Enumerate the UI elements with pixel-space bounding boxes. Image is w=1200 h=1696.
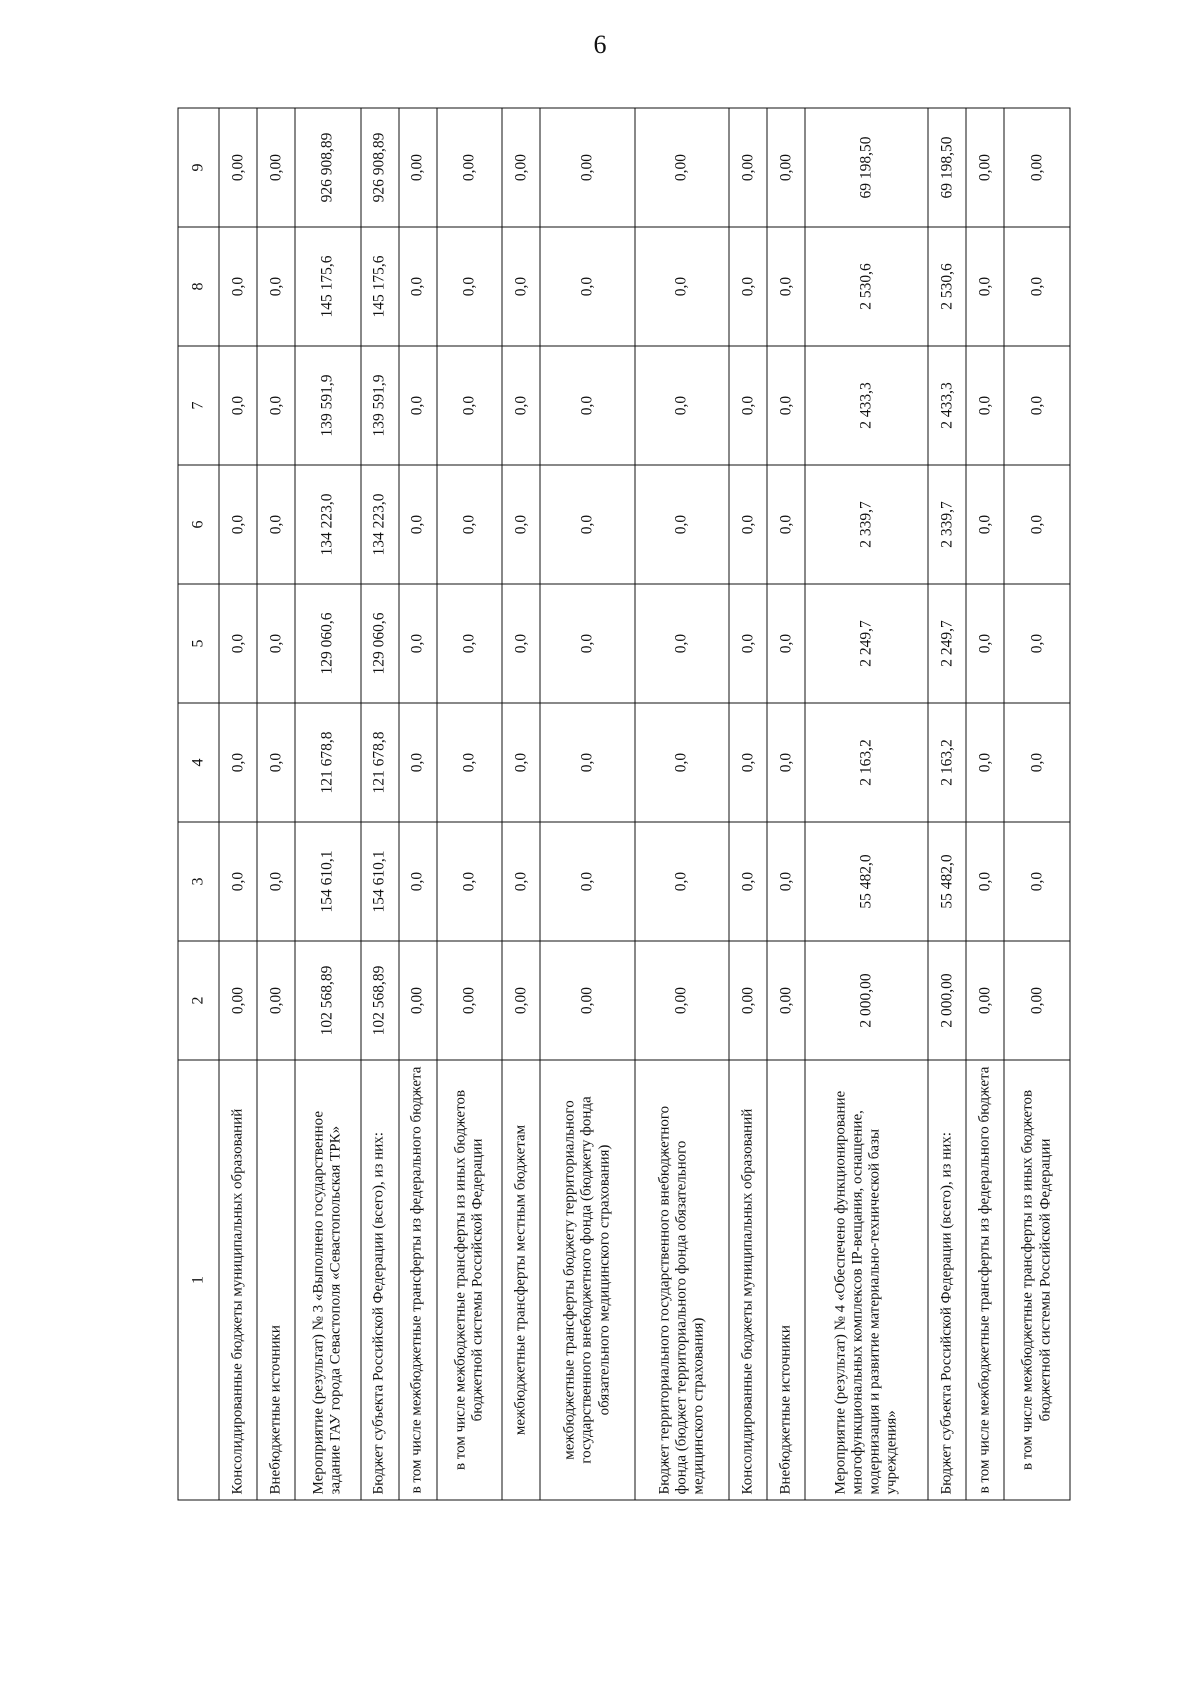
cell-value: 0,0 [1004,822,1070,941]
row-label: межбюджетные трансферты местным бюджетам [502,1060,540,1500]
cell-value: 0,00 [767,108,805,227]
cell-value: 129 060,6 [360,584,398,703]
cell-value: 121 678,8 [294,703,360,822]
cell-value: 0,00 [540,941,634,1060]
cell-value: 55 482,0 [805,822,928,941]
cell-value: 2 530,6 [805,227,928,346]
row-label: Внебюджетные источники [256,1060,294,1500]
cell-value: 0,0 [729,227,767,346]
cell-value: 0,0 [540,346,634,465]
cell-value: 0,0 [436,227,502,346]
budget-table [177,107,1070,1500]
cell-value: 0,0 [767,703,805,822]
cell-value: 0,0 [398,584,436,703]
table-row [767,108,805,1500]
column-header-1: 1 [178,1060,219,1500]
cell-value: 0,0 [729,822,767,941]
cell-value: 0,00 [767,941,805,1060]
table-row [256,108,294,1500]
cell-value: 0,0 [436,822,502,941]
cell-value: 0,0 [1004,584,1070,703]
cell-value: 0,0 [767,822,805,941]
cell-value: 0,0 [502,227,540,346]
cell-value: 2 000,00 [928,941,966,1060]
table-body [219,108,1070,1500]
cell-value: 134 223,0 [360,465,398,584]
cell-value: 0,0 [767,227,805,346]
cell-value: 69 198,50 [928,108,966,227]
cell-value: 0,0 [219,465,257,584]
cell-value: 0,0 [729,346,767,465]
cell-value: 0,0 [436,465,502,584]
cell-value: 2 433,3 [805,346,928,465]
cell-value: 0,0 [540,822,634,941]
row-label: в том числе межбюджетные трансферты из федерального бюджета [966,1060,1004,1500]
cell-value: 102 568,89 [294,941,360,1060]
cell-value: 0,0 [502,465,540,584]
row-label: Бюджет субъекта Российской Федерации (всего), из них: [360,1060,398,1500]
cell-value: 0,0 [436,584,502,703]
table-row [729,108,767,1500]
cell-value: 154 610,1 [360,822,398,941]
cell-value: 0,0 [398,227,436,346]
table-row [540,108,634,1500]
cell-value: 2 163,2 [805,703,928,822]
cell-value: 0,0 [634,465,728,584]
cell-value: 0,0 [436,346,502,465]
cell-value: 0,0 [398,465,436,584]
row-label: межбюджетные трансферты бюджету территориального государственного внебюджетного фонда (бюджету фонда обязательного медицинского страхования) [540,1060,634,1500]
cell-value: 0,0 [256,703,294,822]
cell-value: 0,00 [502,108,540,227]
cell-value: 129 060,6 [294,584,360,703]
column-header-4: 4 [178,703,219,822]
cell-value: 0,0 [256,227,294,346]
row-label: в том числе межбюджетные трансферты из иных бюджетов бюджетной системы Российской Федерации [436,1060,502,1500]
cell-value: 2 249,7 [805,584,928,703]
table-row [360,108,398,1500]
cell-value: 0,00 [966,941,1004,1060]
cell-value: 0,0 [729,465,767,584]
cell-value: 145 175,6 [294,227,360,346]
column-header-9: 9 [178,108,219,227]
cell-value: 0,0 [966,703,1004,822]
cell-value: 2 339,7 [928,465,966,584]
cell-value: 2 000,00 [805,941,928,1060]
table-row [398,108,436,1500]
cell-value: 0,0 [767,346,805,465]
cell-value: 0,00 [729,108,767,227]
cell-value: 0,00 [1004,108,1070,227]
row-label: Бюджет субъекта Российской Федерации (всего), из них: [928,1060,966,1500]
cell-value: 0,0 [729,703,767,822]
cell-value: 2 339,7 [805,465,928,584]
cell-value: 2 433,3 [928,346,966,465]
cell-value: 2 249,7 [928,584,966,703]
header-row [178,108,219,1500]
cell-value: 0,0 [966,465,1004,584]
cell-value: 0,0 [219,822,257,941]
row-label: Бюджет территориального государственного внебюджетного фонда (бюджет территориального фонда обязательного медицинского страхования) [634,1060,728,1500]
cell-value: 0,0 [966,346,1004,465]
cell-value: 2 530,6 [928,227,966,346]
cell-value: 0,00 [256,941,294,1060]
column-header-8: 8 [178,227,219,346]
cell-value: 0,0 [256,465,294,584]
cell-value: 0,00 [1004,941,1070,1060]
cell-value: 55 482,0 [928,822,966,941]
cell-value: 69 198,50 [805,108,928,227]
cell-value: 0,0 [219,346,257,465]
cell-value: 0,00 [634,108,728,227]
row-label: Мероприятие (результат) № 4 «Обеспечено функционирование многофункциональных комплексов IP-вещания, оснащение, модернизация и развитие материально-технической базы учреждения» [805,1060,928,1500]
cell-value: 0,0 [634,584,728,703]
cell-value: 0,0 [398,822,436,941]
cell-value: 0,0 [966,584,1004,703]
cell-value: 2 163,2 [928,703,966,822]
cell-value: 0,00 [219,941,257,1060]
column-header-7: 7 [178,346,219,465]
page-number: 6 [593,30,607,59]
cell-value: 0,0 [634,822,728,941]
cell-value: 0,0 [634,346,728,465]
cell-value: 0,0 [502,584,540,703]
table-row [966,108,1004,1500]
cell-value: 0,00 [219,108,257,227]
cell-value: 0,0 [398,703,436,822]
cell-value: 0,0 [540,584,634,703]
cell-value: 0,0 [219,227,257,346]
cell-value: 926 908,89 [294,108,360,227]
cell-value: 0,00 [398,108,436,227]
cell-value: 121 678,8 [360,703,398,822]
budget-table-rotated [177,108,1070,1500]
row-label: в том числе межбюджетные трансферты из иных бюджетов бюджетной системы Российской Федерации [1004,1060,1070,1500]
cell-value: 0,0 [436,703,502,822]
cell-value: 0,0 [767,584,805,703]
cell-value: 0,00 [729,941,767,1060]
cell-value: 0,00 [540,108,634,227]
cell-value: 0,0 [398,346,436,465]
cell-value: 0,00 [436,941,502,1060]
cell-value: 102 568,89 [360,941,398,1060]
cell-value: 0,0 [1004,227,1070,346]
cell-value: 0,0 [729,584,767,703]
cell-value: 0,0 [634,227,728,346]
cell-value: 0,0 [1004,346,1070,465]
cell-value: 0,0 [540,227,634,346]
cell-value: 0,0 [634,703,728,822]
column-header-2: 2 [178,941,219,1060]
cell-value: 0,0 [502,822,540,941]
cell-value: 0,0 [1004,703,1070,822]
table-row [436,108,502,1500]
cell-value: 0,0 [256,584,294,703]
cell-value: 0,0 [540,703,634,822]
row-label: в том числе межбюджетные трансферты из федерального бюджета [398,1060,436,1500]
cell-value: 0,0 [219,703,257,822]
row-label: Консолидированные бюджеты муниципальных образований [729,1060,767,1500]
cell-value: 0,00 [256,108,294,227]
table-row [502,108,540,1500]
cell-value: 0,0 [966,227,1004,346]
column-header-3: 3 [178,822,219,941]
table-row [634,108,728,1500]
cell-value: 0,0 [767,465,805,584]
table-row [294,108,360,1500]
column-header-6: 6 [178,465,219,584]
cell-value: 145 175,6 [360,227,398,346]
table-row [1004,108,1070,1500]
cell-value: 0,0 [219,584,257,703]
cell-value: 0,00 [634,941,728,1060]
cell-value: 139 591,9 [360,346,398,465]
column-header-5: 5 [178,584,219,703]
cell-value: 0,00 [966,108,1004,227]
cell-value: 0,0 [256,346,294,465]
row-label: Мероприятие (результат) № 3 «Выполнено государственное задание ГАУ города Севастополя «Севастопольская ТРК» [294,1060,360,1500]
row-label: Внебюджетные источники [767,1060,805,1500]
cell-value: 0,0 [256,822,294,941]
cell-value: 154 610,1 [294,822,360,941]
table-row [219,108,257,1500]
cell-value: 0,0 [502,703,540,822]
cell-value: 0,0 [540,465,634,584]
cell-value: 0,0 [1004,465,1070,584]
cell-value: 139 591,9 [294,346,360,465]
cell-value: 0,00 [502,941,540,1060]
cell-value: 0,0 [966,822,1004,941]
cell-value: 0,0 [502,346,540,465]
cell-value: 926 908,89 [360,108,398,227]
table-row [805,108,928,1500]
table-row [928,108,966,1500]
cell-value: 134 223,0 [294,465,360,584]
cell-value: 0,00 [398,941,436,1060]
cell-value: 0,00 [436,108,502,227]
row-label: Консолидированные бюджеты муниципальных образований [219,1060,257,1500]
